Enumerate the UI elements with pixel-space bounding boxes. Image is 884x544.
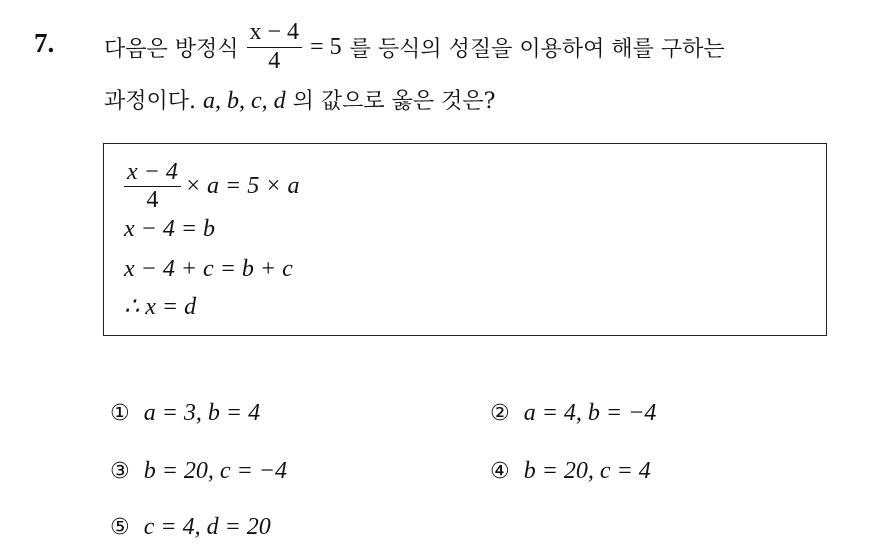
line2-prefix: 과정이다. bbox=[104, 89, 197, 114]
equation-denominator: 4 bbox=[268, 47, 281, 74]
choice-1[interactable] bbox=[110, 400, 260, 427]
choice-text: a = 4, b = −4 bbox=[523, 400, 657, 426]
choice-mark: ② bbox=[490, 401, 510, 426]
equation-numerator: x − 4 bbox=[249, 19, 300, 46]
step1-fraction bbox=[124, 160, 181, 213]
choice-2[interactable] bbox=[490, 400, 656, 427]
solution-step-1 bbox=[124, 160, 299, 213]
choice-mark: ④ bbox=[490, 459, 510, 484]
solution-step-2: x − 4 = b bbox=[124, 216, 216, 242]
choice-text: c = 4, d = 20 bbox=[143, 514, 271, 540]
choice-5[interactable] bbox=[110, 514, 271, 541]
choice-4[interactable] bbox=[490, 458, 651, 485]
equation-fraction bbox=[247, 20, 303, 73]
solution-step-3: x − 4 + c = b + c bbox=[124, 256, 293, 282]
solution-box bbox=[103, 143, 827, 336]
stem-suffix: 를 등식의 성질을 이용하여 해를 구하는 bbox=[349, 36, 725, 62]
step1-denominator: 4 bbox=[146, 187, 159, 214]
choice-3[interactable] bbox=[110, 458, 287, 485]
choice-mark: ① bbox=[110, 401, 130, 426]
line2-vars: a, b, c, d bbox=[203, 88, 286, 114]
choice-text: b = 20, c = −4 bbox=[143, 458, 287, 484]
step1-numerator: x − 4 bbox=[127, 159, 178, 185]
question-stem-line2 bbox=[104, 84, 495, 115]
choice-mark: ③ bbox=[110, 459, 130, 484]
equation-rhs: = 5 bbox=[310, 33, 342, 60]
step1-rest: × a = 5 × a bbox=[184, 173, 300, 200]
choice-text: a = 3, b = 4 bbox=[143, 400, 261, 426]
solution-step-4: ∴ x = d bbox=[124, 294, 197, 320]
stem-prefix: 다음은 방정식 bbox=[104, 36, 239, 62]
question-number: 7. bbox=[34, 28, 55, 58]
line2-suffix: 의 값으로 옳은 것은? bbox=[292, 89, 496, 114]
choice-mark: ⑤ bbox=[110, 515, 130, 540]
question-stem-line1 bbox=[104, 16, 725, 78]
choice-text: b = 20, c = 4 bbox=[523, 458, 651, 484]
